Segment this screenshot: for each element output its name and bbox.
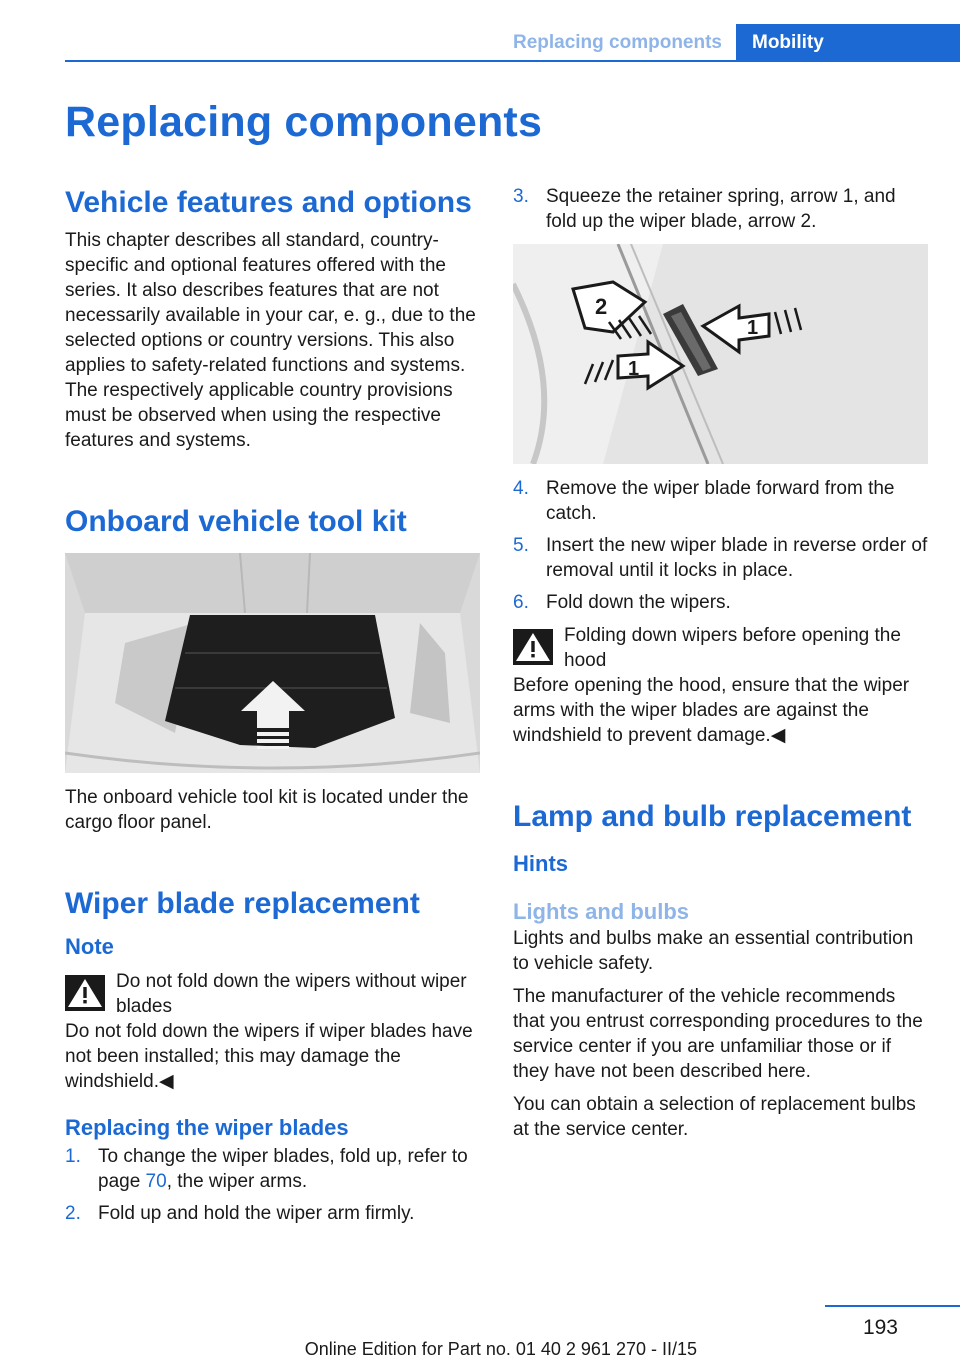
right-steps-list-b [513, 476, 928, 615]
note-heading: Note [65, 934, 114, 959]
lights-text-3: You can obtain a selection of replacement bulbs at the service center. [513, 1094, 916, 1140]
warning-triangle-icon [65, 975, 105, 1011]
left-steps-list [65, 1144, 480, 1226]
lamp-heading: Lamp and bulb replacement [513, 800, 912, 833]
arrow-1-left-label: 1 [628, 358, 640, 380]
wiper-blade-figure [513, 244, 928, 464]
list-item [65, 1201, 480, 1226]
page-number: 193 [862, 1316, 898, 1339]
toolkit-caption: The onboard vehicle tool kit is located under the cargo floor panel. [65, 787, 469, 833]
arrow-2-label: 2 [595, 294, 608, 319]
wiper-warning-text: Before opening the hood, ensure that the wiper arms with the wiper blades are against the windshield to prevent damage.◀ [513, 675, 910, 746]
step-text: Insert the new wiper blade in reverse order of removal until it locks in place. [546, 535, 928, 581]
toolkit-heading: Onboard vehicle tool kit [65, 505, 407, 538]
step-text: Squeeze the retainer spring, arrow 1, and fold up the wiper blade, arrow 2. [546, 186, 896, 232]
list-item [513, 476, 928, 526]
step-number: 1. [65, 1146, 81, 1167]
replacing-heading: Replacing the wiper blades [65, 1115, 349, 1140]
list-item [513, 184, 928, 234]
step-text: Remove the wiper blade forward from the catch. [546, 478, 895, 524]
header-chapter-tab[interactable]: Mobility [736, 24, 960, 62]
page-header [65, 24, 960, 62]
note-text: Do not fold down the wipers if wiper blades have not been installed; this may damage the windshield.◀ [65, 1021, 473, 1092]
right-steps-list-a [513, 184, 928, 234]
step-number: 3. [513, 186, 529, 207]
wiper-warning [513, 623, 928, 673]
list-item [65, 1144, 480, 1194]
page-title: Replacing components [65, 98, 543, 146]
step-text-after: , the wiper arms. [166, 1171, 308, 1192]
left-column [65, 184, 480, 1233]
cargo-floor-illustration [65, 553, 480, 773]
header-section-title: Replacing components [512, 32, 722, 53]
step-text: Fold down the wipers. [546, 592, 731, 613]
footer-rule [825, 1305, 960, 1307]
step-number: 2. [65, 1203, 81, 1224]
list-item [513, 590, 928, 615]
hints-heading: Hints [513, 851, 568, 876]
warning-triangle-icon [513, 629, 553, 665]
features-heading: Vehicle features and options [65, 186, 472, 219]
step-text: To change the wiper blades, fold up, refer to page [98, 1146, 468, 1192]
lights-heading: Lights and bulbs [513, 899, 689, 924]
footer-edition: Online Edition for Part no. 01 40 2 961 270 - II/15 [304, 1339, 697, 1359]
list-item [513, 533, 928, 583]
arrow-1-right-label: 1 [747, 317, 759, 339]
right-column [513, 184, 928, 1142]
page-reference-link[interactable]: 70 [145, 1171, 167, 1192]
wiper-blade-illustration [513, 244, 928, 464]
features-text: This chapter describes all standard, country-specific and optional features offered with the series. It also describes features that are not necessarily available in your car, e. g., due to the selected options or country versions. This also applies to safety-related functions and systems. The respectively applicable country provisions must be observed when using the respective features and systems. [65, 230, 476, 451]
note-warning [65, 969, 480, 1019]
step-number: 5. [513, 535, 529, 556]
cargo-area-figure [65, 553, 480, 773]
step-number: 4. [513, 478, 529, 499]
wiper-heading: Wiper blade replacement [65, 887, 420, 920]
lights-text-1: Lights and bulbs make an essential contribution to vehicle safety. [513, 928, 914, 974]
wiper-warning-title: Folding down wipers before opening the hood [564, 625, 901, 671]
step-text: Fold up and hold the wiper arm firmly. [98, 1203, 415, 1224]
header-rule [65, 60, 960, 62]
step-number: 6. [513, 592, 529, 613]
note-warning-title: Do not fold down the wipers without wiper blades [116, 971, 467, 1017]
lights-text-2: The manufacturer of the vehicle recommends that you entrust corresponding procedures to the service center if you are unfamiliar those or if they have not been described here. [513, 986, 923, 1082]
